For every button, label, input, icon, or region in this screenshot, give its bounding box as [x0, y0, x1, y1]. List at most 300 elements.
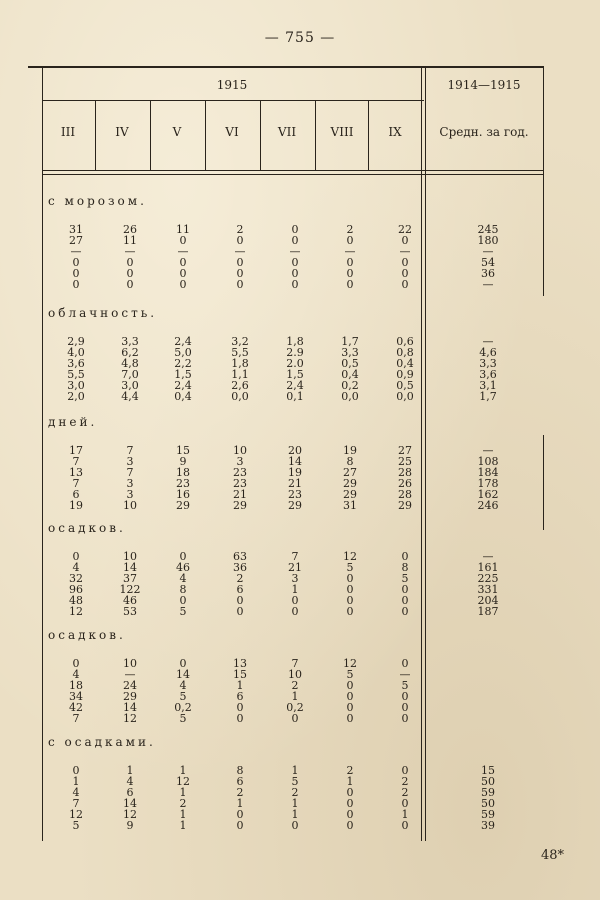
- month-value-cell: 0: [179, 277, 187, 291]
- month-value-cell: 4,0: [67, 345, 85, 359]
- annual-average-cell: 1,7: [479, 389, 497, 403]
- month-value-cell: 0,4: [396, 356, 414, 370]
- month-value-cell: 5: [401, 571, 409, 585]
- month-value-cell: 3: [236, 454, 244, 468]
- month-value-cell: 0: [179, 550, 187, 563]
- month-value-cell: 6: [236, 582, 244, 596]
- annual-average-cell: 204: [477, 593, 499, 607]
- header-year: 1915: [216, 78, 248, 92]
- table-row: [0, 680, 600, 691]
- annual-average-cell: 3,3: [479, 356, 497, 370]
- month-value-cell: 6: [236, 774, 244, 788]
- month-value-cell: 6: [126, 785, 134, 799]
- month-value-cell: 10: [123, 657, 137, 670]
- month-value-cell: 0: [401, 277, 409, 291]
- month-value-cell: 122: [119, 582, 141, 596]
- month-value-cell: 15: [233, 667, 247, 681]
- month-value-cell: —: [399, 244, 411, 258]
- month-value-cell: 18: [176, 465, 190, 479]
- month-value-cell: 0: [346, 593, 354, 607]
- month-value-cell: 0: [291, 255, 299, 269]
- month-value-cell: 19: [288, 465, 302, 479]
- month-value-cell: 0,0: [231, 389, 249, 403]
- month-value-cell: 0: [236, 700, 244, 714]
- month-value-cell: 16: [176, 487, 190, 501]
- header-bottom-rule: [42, 170, 544, 171]
- month-value-cell: 0: [401, 593, 409, 607]
- month-value-cell: 17: [69, 444, 83, 457]
- month-value-cell: 0,0: [396, 389, 414, 403]
- month-value-cell: 0: [179, 255, 187, 269]
- table-row: [0, 669, 600, 680]
- month-value-cell: 18: [69, 678, 83, 692]
- annual-average-cell: 187: [477, 604, 499, 618]
- month-value-cell: 0: [72, 277, 80, 291]
- month-value-cell: 0,1: [286, 389, 304, 403]
- month-value-cell: 0: [236, 266, 244, 280]
- month-value-cell: 12: [123, 807, 137, 821]
- month-value-cell: 1: [401, 807, 409, 821]
- annual-average-cell: 246: [477, 498, 499, 512]
- section-title: осадков.: [48, 521, 126, 535]
- month-value-cell: 29: [176, 498, 190, 512]
- month-value-cell: 2: [346, 223, 354, 236]
- annual-average-cell: 178: [477, 476, 499, 490]
- month-value-cell: 27: [343, 465, 357, 479]
- month-value-cell: 23: [288, 487, 302, 501]
- month-value-cell: 0: [401, 604, 409, 618]
- month-value-cell: 0: [346, 571, 354, 585]
- month-value-cell: —: [124, 244, 136, 258]
- annual-average-cell: —: [482, 277, 494, 291]
- month-value-cell: 48: [69, 593, 83, 607]
- month-value-cell: 3,0: [121, 378, 139, 392]
- month-value-cell: 0,5: [396, 378, 414, 392]
- month-value-cell: 14: [123, 700, 137, 714]
- month-value-cell: 0: [291, 266, 299, 280]
- month-value-cell: 0: [72, 550, 80, 563]
- month-value-cell: 3,3: [121, 335, 139, 348]
- table-row: [0, 606, 600, 617]
- section-title: с осадками.: [48, 735, 156, 749]
- month-value-cell: 0: [346, 233, 354, 247]
- month-value-cell: 19: [69, 498, 83, 512]
- month-value-cell: —: [344, 244, 356, 258]
- month-value-cell: 22: [398, 223, 412, 236]
- month-value-cell: 1: [291, 764, 299, 777]
- month-value-cell: 10: [288, 667, 302, 681]
- month-value-cell: 2: [236, 571, 244, 585]
- month-value-cell: 0: [236, 807, 244, 821]
- month-value-cell: 2: [401, 774, 409, 788]
- month-value-cell: 3,3: [341, 345, 359, 359]
- month-value-cell: 7: [72, 711, 80, 725]
- month-value-cell: 2,4: [174, 378, 192, 392]
- month-value-cell: 0: [291, 604, 299, 618]
- month-value-cell: —: [70, 244, 82, 258]
- month-value-cell: 0: [346, 785, 354, 799]
- month-value-cell: 7: [72, 476, 80, 490]
- month-value-cell: 1: [236, 796, 244, 810]
- month-value-cell: 3,0: [67, 378, 85, 392]
- month-value-cell: 1: [72, 774, 80, 788]
- month-header: VII: [277, 125, 297, 139]
- page-number: — 755 —: [264, 30, 336, 46]
- month-value-cell: 46: [176, 560, 190, 574]
- signature-mark: 48*: [540, 848, 564, 863]
- month-value-cell: 13: [233, 657, 247, 670]
- month-value-cell: 21: [288, 560, 302, 574]
- month-value-cell: 53: [123, 604, 137, 618]
- table-row: [0, 391, 600, 402]
- annual-average-cell: 3,6: [479, 367, 497, 381]
- month-value-cell: 5: [346, 667, 354, 681]
- month-value-cell: 0: [401, 689, 409, 703]
- month-value-cell: 7: [126, 465, 134, 479]
- header-year-range: 1914—1915: [447, 78, 521, 92]
- month-value-cell: 2: [236, 223, 244, 236]
- annual-average-cell: 50: [481, 796, 495, 810]
- month-value-cell: 1,8: [231, 356, 249, 370]
- table-row: [0, 820, 600, 831]
- month-value-cell: 5: [346, 560, 354, 574]
- month-value-cell: 21: [288, 476, 302, 490]
- month-value-cell: 2: [291, 678, 299, 692]
- month-value-cell: 1,5: [286, 367, 304, 381]
- month-value-cell: 7: [72, 796, 80, 810]
- month-header: IX: [388, 125, 402, 139]
- month-value-cell: 0,6: [396, 335, 414, 348]
- month-value-cell: 2,0: [67, 389, 85, 403]
- annual-average-cell: —: [482, 444, 494, 457]
- table-row: [0, 279, 600, 290]
- month-value-cell: 29: [343, 476, 357, 490]
- month-value-cell: 0: [236, 593, 244, 607]
- month-value-cell: 0: [346, 711, 354, 725]
- month-value-cell: 6: [72, 487, 80, 501]
- month-value-cell: 0: [72, 255, 80, 269]
- month-value-cell: 1,8: [286, 335, 304, 348]
- month-value-cell: 3: [126, 476, 134, 490]
- table-row: [0, 809, 600, 820]
- month-value-cell: —: [177, 244, 189, 258]
- month-value-cell: 0: [401, 266, 409, 280]
- annual-average-cell: 50: [481, 774, 495, 788]
- month-value-cell: 14: [123, 560, 137, 574]
- month-value-cell: 0: [401, 657, 409, 670]
- month-value-cell: 0,8: [396, 345, 414, 359]
- month-value-cell: 0: [126, 277, 134, 291]
- month-value-cell: 0: [401, 796, 409, 810]
- table-row: [0, 713, 600, 724]
- month-value-cell: 24: [123, 678, 137, 692]
- month-value-cell: 4: [72, 667, 80, 681]
- month-value-cell: 0: [236, 233, 244, 247]
- month-value-cell: 12: [343, 657, 357, 670]
- month-value-cell: 0: [401, 582, 409, 596]
- month-value-cell: 0: [401, 700, 409, 714]
- month-value-cell: 1: [179, 807, 187, 821]
- month-value-cell: 42: [69, 700, 83, 714]
- month-value-cell: 2: [291, 785, 299, 799]
- table-row: [0, 246, 600, 257]
- month-value-cell: 1: [236, 678, 244, 692]
- month-value-cell: 0: [179, 233, 187, 247]
- month-header: VI: [225, 125, 239, 139]
- month-value-cell: —: [289, 244, 301, 258]
- month-value-cell: 15: [176, 444, 190, 457]
- month-value-cell: 0,9: [396, 367, 414, 381]
- month-value-cell: 1: [179, 818, 187, 832]
- month-value-cell: 2,6: [231, 378, 249, 392]
- section-title: облачность.: [48, 306, 158, 320]
- month-value-cell: 27: [398, 444, 412, 457]
- section-title: осадков.: [48, 628, 126, 642]
- month-value-cell: 28: [398, 465, 412, 479]
- month-value-cell: 0: [236, 277, 244, 291]
- month-value-cell: 2.0: [286, 356, 304, 370]
- month-value-cell: 0,2: [286, 700, 304, 714]
- annual-average-cell: 39: [481, 818, 495, 832]
- month-value-cell: 0,4: [174, 389, 192, 403]
- month-value-cell: 0: [126, 255, 134, 269]
- month-value-cell: 10: [123, 550, 137, 563]
- month-value-cell: 2: [236, 785, 244, 799]
- month-value-cell: 0: [291, 223, 299, 236]
- annual-average-cell: —: [482, 335, 494, 348]
- table-row: [0, 573, 600, 584]
- annual-average-cell: 180: [477, 233, 499, 247]
- table-row: [0, 562, 600, 573]
- month-header: VIII: [330, 125, 354, 139]
- section-title: дней.: [48, 415, 98, 429]
- avg-header: Средн. за год.: [439, 125, 529, 139]
- month-value-cell: 3: [291, 571, 299, 585]
- month-value-cell: 14: [123, 796, 137, 810]
- annual-average-cell: 245: [477, 223, 499, 236]
- month-header: V: [172, 125, 182, 139]
- month-value-cell: 2.9: [286, 345, 304, 359]
- table-row: [0, 798, 600, 809]
- month-value-cell: 19: [343, 444, 357, 457]
- month-value-cell: 8: [346, 454, 354, 468]
- annual-average-cell: —: [482, 244, 494, 258]
- month-value-cell: 0: [236, 711, 244, 725]
- annual-average-cell: 59: [481, 807, 495, 821]
- header-year-rule: [42, 100, 424, 101]
- month-value-cell: 14: [176, 667, 190, 681]
- month-value-cell: 4: [179, 571, 187, 585]
- month-value-cell: 5: [72, 818, 80, 832]
- annual-average-cell: 36: [481, 266, 495, 280]
- month-value-cell: 96: [69, 582, 83, 596]
- month-value-cell: 1: [291, 807, 299, 821]
- month-header: III: [60, 125, 76, 139]
- month-value-cell: 0: [401, 764, 409, 777]
- month-value-cell: 8: [236, 764, 244, 777]
- month-value-cell: 12: [69, 807, 83, 821]
- month-value-cell: 23: [176, 476, 190, 490]
- table-top-rule: [28, 66, 544, 68]
- month-value-cell: —: [234, 244, 246, 258]
- month-value-cell: 31: [69, 223, 83, 236]
- month-value-cell: 12: [123, 711, 137, 725]
- month-value-cell: 1,1: [231, 367, 249, 381]
- table-row: [0, 500, 600, 511]
- month-value-cell: 6,2: [121, 345, 139, 359]
- month-value-cell: —: [124, 667, 136, 681]
- month-value-cell: 1: [179, 764, 187, 777]
- month-value-cell: 21: [233, 487, 247, 501]
- table-row: [0, 776, 600, 787]
- month-value-cell: 0: [291, 818, 299, 832]
- month-value-cell: 10: [123, 498, 137, 512]
- month-value-cell: 1: [291, 582, 299, 596]
- month-value-cell: 0: [401, 550, 409, 563]
- month-value-cell: 5,5: [231, 345, 249, 359]
- month-value-cell: 0: [346, 689, 354, 703]
- month-value-cell: 0: [236, 255, 244, 269]
- month-value-cell: 0: [401, 711, 409, 725]
- table-row: [0, 702, 600, 713]
- month-value-cell: 0: [291, 593, 299, 607]
- month-value-cell: 1,7: [341, 335, 359, 348]
- annual-average-cell: 15: [481, 764, 495, 777]
- month-value-cell: 29: [123, 689, 137, 703]
- month-value-cell: 3: [126, 487, 134, 501]
- month-value-cell: 5: [179, 604, 187, 618]
- month-value-cell: 1: [126, 764, 134, 777]
- month-value-cell: 29: [288, 498, 302, 512]
- month-value-cell: 6: [236, 689, 244, 703]
- month-value-cell: 2: [401, 785, 409, 799]
- month-value-cell: 5,0: [174, 345, 192, 359]
- month-value-cell: 8: [401, 560, 409, 574]
- month-value-cell: 0: [346, 604, 354, 618]
- annual-average-cell: 184: [477, 465, 499, 479]
- month-value-cell: 0,2: [341, 378, 359, 392]
- month-value-cell: 0: [346, 266, 354, 280]
- month-value-cell: 0,5: [341, 356, 359, 370]
- month-value-cell: 26: [123, 223, 137, 236]
- month-value-cell: 0: [346, 582, 354, 596]
- month-value-cell: 0: [236, 818, 244, 832]
- month-value-cell: 11: [176, 223, 190, 236]
- table-row: [0, 595, 600, 606]
- header-bottom-rule-2: [42, 174, 544, 175]
- month-value-cell: 23: [233, 465, 247, 479]
- table-row: [0, 257, 600, 268]
- month-value-cell: 0: [179, 593, 187, 607]
- month-value-cell: 5: [291, 774, 299, 788]
- month-value-cell: 46: [123, 593, 137, 607]
- month-value-cell: 0: [346, 277, 354, 291]
- month-value-cell: 0: [401, 818, 409, 832]
- month-value-cell: 7: [291, 657, 299, 670]
- month-value-cell: 14: [288, 454, 302, 468]
- month-value-cell: 4: [72, 785, 80, 799]
- month-value-cell: 0: [72, 266, 80, 280]
- month-value-cell: 12: [343, 550, 357, 563]
- month-value-cell: 2,4: [286, 378, 304, 392]
- month-value-cell: 0: [401, 233, 409, 247]
- month-value-cell: 2: [179, 796, 187, 810]
- month-value-cell: 2,4: [174, 335, 192, 348]
- month-value-cell: 26: [398, 476, 412, 490]
- month-value-cell: 3,6: [67, 356, 85, 370]
- month-value-cell: 4,4: [121, 389, 139, 403]
- month-value-cell: 4: [179, 678, 187, 692]
- annual-average-cell: —: [482, 550, 494, 563]
- table-row: [0, 787, 600, 798]
- annual-average-cell: 162: [477, 487, 499, 501]
- month-value-cell: 29: [398, 498, 412, 512]
- month-value-cell: 4: [126, 774, 134, 788]
- month-value-cell: 1: [291, 796, 299, 810]
- month-value-cell: 28: [398, 487, 412, 501]
- month-value-cell: 5: [179, 711, 187, 725]
- month-value-cell: 4: [72, 560, 80, 574]
- annual-average-cell: 59: [481, 785, 495, 799]
- month-value-cell: 0: [179, 266, 187, 280]
- month-value-cell: 7: [72, 454, 80, 468]
- table-row: [0, 224, 600, 235]
- month-value-cell: 7: [126, 444, 134, 457]
- month-value-cell: 27: [69, 233, 83, 247]
- month-value-cell: 8: [179, 582, 187, 596]
- month-value-cell: 0: [346, 818, 354, 832]
- month-value-cell: 34: [69, 689, 83, 703]
- month-value-cell: —: [399, 667, 411, 681]
- month-value-cell: 0: [346, 678, 354, 692]
- month-value-cell: 63: [233, 550, 247, 563]
- table-row: [0, 489, 600, 500]
- month-value-cell: 10: [233, 444, 247, 457]
- month-value-cell: 11: [123, 233, 137, 247]
- month-value-cell: 0: [72, 657, 80, 670]
- month-value-cell: 1: [346, 774, 354, 788]
- month-value-cell: 1: [179, 785, 187, 799]
- month-value-cell: 9: [126, 818, 134, 832]
- month-value-cell: 0: [291, 233, 299, 247]
- month-value-cell: 12: [176, 774, 190, 788]
- table-row: [0, 268, 600, 279]
- month-value-cell: 4,8: [121, 356, 139, 370]
- month-value-cell: 32: [69, 571, 83, 585]
- month-value-cell: 2,9: [67, 335, 85, 348]
- month-value-cell: 0,0: [341, 389, 359, 403]
- table-row: [0, 380, 600, 391]
- month-value-cell: 0: [236, 604, 244, 618]
- annual-average-cell: 225: [477, 571, 499, 585]
- month-value-cell: 0: [72, 764, 80, 777]
- table-row: [0, 765, 600, 776]
- month-value-cell: 0: [346, 807, 354, 821]
- month-value-cell: 2,2: [174, 356, 192, 370]
- month-value-cell: 0: [346, 700, 354, 714]
- month-value-cell: 7: [291, 550, 299, 563]
- month-value-cell: 37: [123, 571, 137, 585]
- month-value-cell: 29: [343, 487, 357, 501]
- month-value-cell: 0,2: [174, 700, 192, 714]
- month-header: IV: [115, 125, 129, 139]
- table-row: [0, 584, 600, 595]
- month-value-cell: 0,4: [341, 367, 359, 381]
- month-value-cell: 29: [233, 498, 247, 512]
- month-value-cell: 5,5: [67, 367, 85, 381]
- month-value-cell: 20: [288, 444, 302, 457]
- month-value-cell: 1: [291, 689, 299, 703]
